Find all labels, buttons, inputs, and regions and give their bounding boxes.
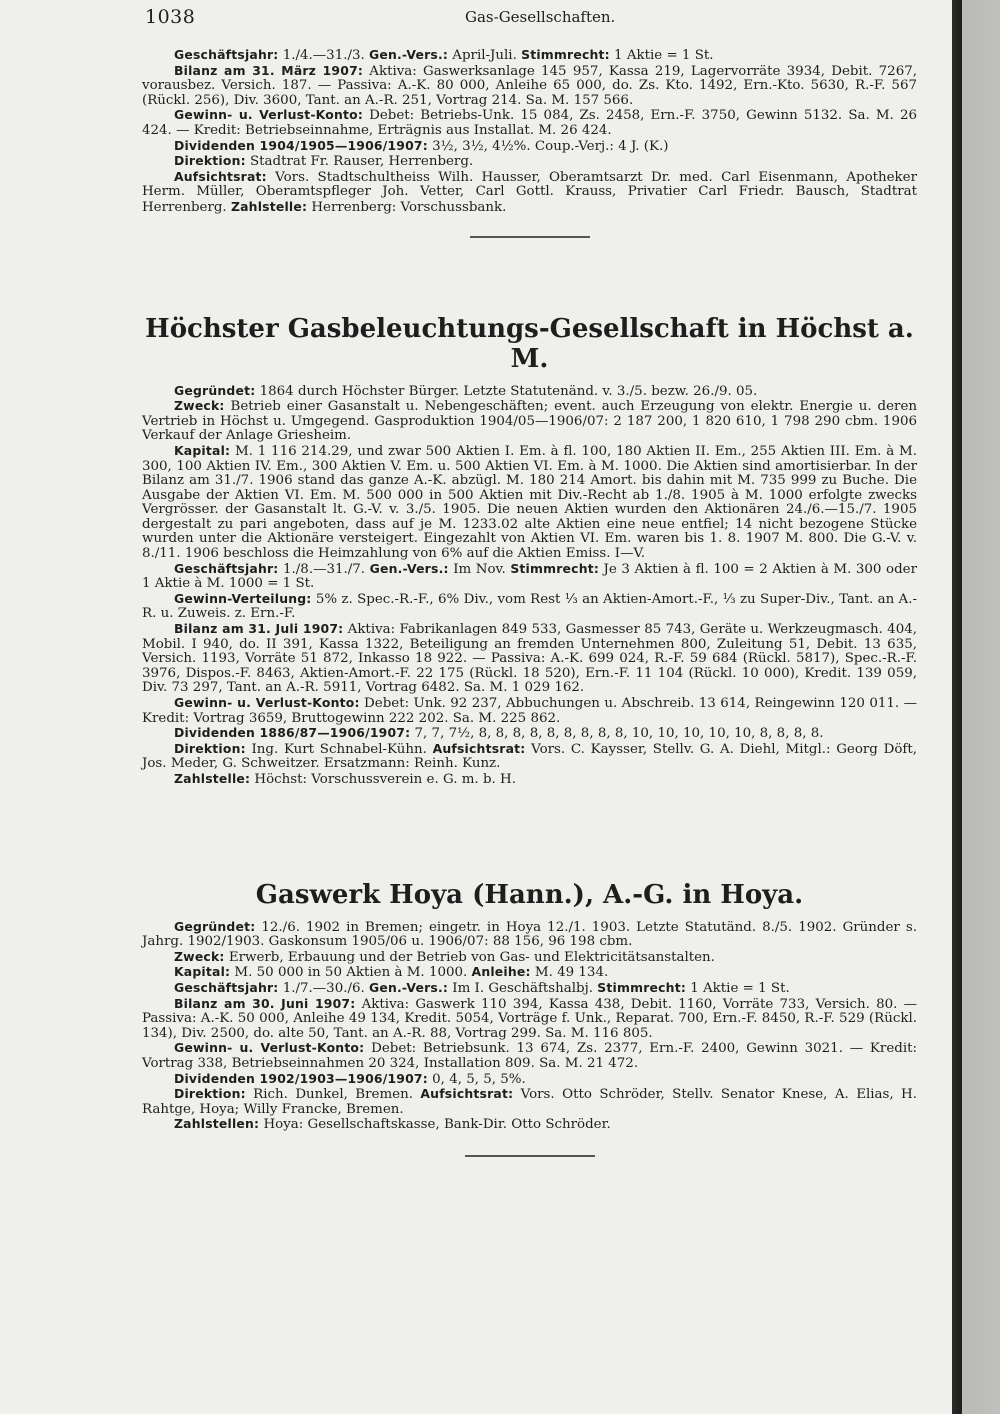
field-label: Dividenden 1886/87—1906/1907:: [174, 725, 411, 741]
field-text: 0, 4, 5, 5, 5%.: [427, 1071, 526, 1087]
field-label: Direktion:: [174, 1086, 246, 1102]
field-text: 1./7.—30./6.: [278, 980, 370, 996]
field-text: Im Nov.: [448, 561, 511, 577]
entry-paragraph: [142, 139, 917, 155]
field-text: 1./4.—31./3.: [278, 48, 370, 63]
entry-paragraph: [142, 108, 917, 138]
field-text: Aktiva: Gaswerk 110 394, Kassa 438, Debit. 1160, Vorräte 733, Versich. 80. — Passiva: A.-K. 50 000, Anleihe 49 134, Kredit. 5054, Vorträge f. Unk., Reparat. 700, Ern.-F. 8450, R.-F. 529 (Rückl. 134), Div. 2500, do. alte 50, Tant. an A.-R. 88, Vortrag 299. Sa. M. 116 805.: [142, 996, 917, 1041]
field-label: Dividenden 1902/1903—1906/1907:: [174, 1070, 428, 1086]
running-title: Gas-Gesellschaften.: [465, 8, 616, 26]
field-text: Betrieb einer Gasanstalt u. Nebengeschäften; event. auch Erzeugung von elektr. Energie u. deren Vertrieb in Höchst u. Umgegend. Gasproduktion 1904/05—1906/07: 2 187 200, 1 820 610, 1 798 290 cbm. 1906 Verkauf der Anlage Griesheim.: [142, 399, 917, 444]
field-text: Hoya: Gesellschaftskasse, Bank-Dir. Otto Schröder.: [259, 1117, 611, 1133]
entry-paragraph: [142, 444, 917, 562]
field-label: Aufsichtsrat:: [420, 1086, 514, 1102]
entry-herrenberg: [142, 48, 917, 216]
field-text: Höchst: Vorschussverein e. G. m. b. H.: [250, 771, 516, 787]
field-label: Zahlstelle:: [174, 770, 251, 786]
entry-paragraph: [142, 48, 917, 64]
field-text: Je 3 Aktien à fl. 100 = 2 Aktien à M. 300 oder 1 Aktie à M. 1000 = 1 St.: [142, 561, 917, 592]
field-text: M. 50 000 in 50 Aktien à M. 1000.: [230, 965, 472, 981]
field-text: April-Juli.: [448, 48, 522, 63]
entry-paragraph: [142, 592, 917, 622]
field-label: Gegründet:: [174, 918, 256, 934]
field-label: Kapital:: [174, 964, 231, 980]
entry-paragraph: [142, 64, 917, 109]
entry-paragraph: [142, 622, 917, 696]
entry-paragraph: [142, 997, 917, 1042]
field-text: 3½, 3½, 4½%. Coup.-Verj.: 4 J. (K.): [427, 138, 669, 154]
entry-paragraph: [142, 696, 917, 726]
field-text: 7, 7, 7½, 8, 8, 8, 8, 8, 8, 8, 8, 8, 10, 10, 10, 10, 10, 8, 8, 8, 8.: [410, 726, 824, 742]
entry-paragraph: [142, 950, 917, 966]
field-text: Debet: Unk. 92 237, Abbuchungen u. Abschreib. 13 614, Reingewinn 120 011. — Kredit: Vortrag 3659, Bruttogewinn 222 202. Sa. M. 225 862.: [142, 696, 917, 726]
company-title: Höchster Gasbeleuchtungs-Gesellschaft in Höchst a. M.: [145, 313, 914, 374]
field-text: Aktiva: Gaswerksanlage 145 957, Kassa 219, Lagervorräte 3934, Debit. 7267, vorausbez. Versich. 187. — Passiva: A.-K. 80 000, Anleihe 65 000, do. Zs. Kto. 1492, Ern.-Kto. 5630, R.-F. 567 (Rückl. 256), Div. 3600, Tant. an A.-R. 251, Vortrag 214. Sa. M. 157 566.: [142, 63, 917, 108]
field-label: Aufsichtsrat:: [432, 740, 526, 756]
field-text: Stadtrat Fr. Rauser, Herrenberg.: [245, 154, 474, 170]
field-text: Debet: Betriebsunk. 13 674, Zs. 2377, Ern.-F. 2400, Gewinn 3021. — Kredit: Vortrag 338, Betriebseinnahmen 20 324, Installation 809. Sa. M. 21 472.: [142, 1041, 917, 1071]
field-label: Geschäftsjahr:: [174, 47, 279, 62]
field-label: Dividenden 1904/1905—1906/1907:: [174, 137, 428, 153]
entry-paragraph: [142, 384, 917, 400]
field-text: Im I. Geschäftshalbj.: [448, 980, 598, 996]
field-text: 1 Aktie = 1 St.: [609, 48, 714, 63]
entry-hoechst: [142, 314, 917, 788]
field-label: Geschäftsjahr:: [174, 979, 279, 995]
field-label: Gen.-Vers.:: [369, 47, 449, 62]
entry-paragraph: [142, 154, 917, 170]
field-text: 1864 durch Höchster Bürger. Letzte Statutenänd. v. 3./5. bezw. 26./9. 05.: [255, 383, 758, 399]
next-page-edge: [962, 0, 1000, 1414]
field-text: Debet: Betriebs-Unk. 15 084, Zs. 2458, Ern.-F. 3750, Gewinn 5132. Sa. M. 26 424. — Kredit: Betriebseinnahme, Erträgnis aus Installat. M. 26 424.: [142, 108, 917, 138]
entry-paragraph: [142, 1117, 917, 1133]
field-text: Vors. Otto Schröder, Stellv. Senator Knese, A. Elias, H. Rahtge, Hoya; Willy Francke, Bremen.: [142, 1087, 917, 1117]
entry-paragraph: [142, 170, 917, 216]
field-label: Stimmrecht:: [521, 47, 610, 62]
field-text: Rich. Dunkel, Bremen.: [245, 1087, 421, 1103]
field-label: Stimmrecht:: [510, 560, 599, 576]
field-label: Zweck:: [174, 398, 225, 414]
field-text: M. 49 134.: [530, 965, 609, 981]
entry-paragraph: [142, 772, 917, 788]
field-label: Geschäftsjahr:: [174, 560, 279, 576]
field-text: 5% z. Spec.-R.-F., 6% Div., vom Rest ⅓ an Aktien-Amort.-F., ⅓ zu Super-Div., Tant. an A.-R. u. Zuweis. z. Ern.-F.: [142, 591, 917, 622]
field-text: Erwerb, Erbauung und der Betrieb von Gas- und Elektricitätsanstalten.: [224, 949, 715, 965]
page-header: [145, 6, 912, 30]
field-text: Vors. C. Kaysser, Stellv. G. A. Diehl, Mitgl.: Georg Döft, Jos. Meder, G. Schweitzer. Ersatzmann: Reinh. Kunz.: [142, 741, 917, 772]
entry-paragraph: [142, 742, 917, 772]
page-body: [142, 48, 917, 1157]
field-label: Zahlstelle:: [230, 198, 308, 214]
entry-hoya: [142, 880, 917, 1133]
field-label: Bilanz am 31. Juli 1907:: [174, 621, 344, 637]
field-label: Gewinn- u. Verlust-Konto:: [174, 107, 363, 123]
field-label: Bilanz am 30. Juni 1907:: [174, 995, 356, 1011]
field-label: Gen.-Vers.:: [369, 979, 449, 995]
section-divider: [470, 236, 590, 238]
entry-paragraph: [142, 981, 917, 997]
page-number: 1038: [145, 6, 196, 28]
entry-paragraph: [142, 1041, 917, 1071]
field-text: M. 1 116 214.29, und zwar 500 Aktien I. Em. à fl. 100, 180 Aktien II. Em., 255 Aktien III. Em. à M. 300, 100 Aktien IV. Em., 300 Aktien V. Em. u. 500 Aktien VI. Em. à M. 1000. Die Aktien sind amortisierbar. In der Bilanz am 31./7. 1906 stand das ganze A.-K. abzügl. M. 180 214 Amort. bis dahin mit M. 735 999 zu Buche. Die Ausgabe der Aktien VI. Em. M. 500 000 in 500 Aktien mit Div.-Recht ab 1./8. 1905 à M. 1000 erfolgte zwecks Vergrösser. der Gasanstalt lt. G.-V. v. 3./5. 1905. Die neuen Aktien wurden den Aktionären 24./6.—15./7. 1905 dergestalt zu pari angeboten, dass auf je M. 1233.02 alte Aktien eine neue entfiel; 14 nicht bezogene Stücke wurden unter die Aktionäre versteigert. Eingezahlt von Aktien VI. Em. waren bis 1. 8. 1907 M. 800. Die G.-V. v. 8./11. 1906 beschloss die Heimzahlung von 6% auf die Aktien Emiss. I—V.: [142, 443, 917, 562]
field-label: Zweck:: [174, 948, 225, 964]
entry-paragraph: [142, 1072, 917, 1088]
entry-paragraph: [142, 965, 917, 981]
entry-paragraph: [142, 399, 917, 444]
field-label: Gen.-Vers.:: [369, 560, 449, 576]
field-label: Gegründet:: [174, 382, 256, 398]
company-title: Gaswerk Hoya (Hann.), A.-G. in Hoya.: [255, 879, 804, 910]
field-label: Direktion:: [174, 740, 246, 756]
field-text: Vors. Stadtschultheiss Wilh. Hausser, Oberamtsarzt Dr. med. Carl Eisenmann, Apotheker Herm. Müller, Oberamtspfleger Joh. Vetter, Carl Gottl. Krauss, Privatier Carl Friedr. Bausch, Stadtrat Herrenberg.: [142, 169, 917, 215]
entry-paragraph: [142, 562, 917, 592]
section-divider: [465, 1155, 595, 1157]
field-label: Zahlstellen:: [174, 1116, 260, 1132]
field-label: Bilanz am 31. März 1907:: [174, 62, 364, 78]
field-label: Kapital:: [174, 442, 231, 458]
entry-paragraph: [142, 920, 917, 950]
field-label: Anleihe:: [471, 964, 531, 980]
field-label: Gewinn-Verteilung:: [174, 590, 312, 606]
field-text: 12./6. 1902 in Bremen; eingetr. in Hoya 12./1. 1903. Letzte Statutänd. 8./5. 1902. Gründer s. Jahrg. 1902/1903. Gaskonsum 1905/06 u. 1906/07: 88 156, 96 198 cbm.: [142, 919, 917, 950]
field-text: Aktiva: Fabrikanlagen 849 533, Gasmesser 85 743, Geräte u. Werkzeugmasch. 404, Mobil. I 940, do. II 391, Kassa 1322, Beteiligung an fremden Unternehmen 800, Zuleitung 51, Debit. 13 635, Versich. 1193, Vorräte 51 872, Inkasso 18 922. — Passiva: A.-K. 699 024, R.-F. 59 684 (Rückl. 5817), Spec.-R.-F. 3976, Dispos.-F. 8463, Aktien-Amort.-F. 22 175 (Rückl. 18 520), Ern.-F. 11 104 (Rückl. 10 000), Kredit. 139 059, Div. 73 297, Tant. an A.-R. 5911, Vortrag 6482. Sa. M. 1 029 162.: [142, 622, 917, 696]
field-label: Gewinn- u. Verlust-Konto:: [174, 695, 360, 710]
field-label: Stimmrecht:: [597, 979, 686, 995]
field-text: Herrenberg: Vorschussbank.: [307, 199, 507, 215]
field-text: 1 Aktie = 1 St.: [685, 980, 790, 996]
entry-paragraph: [142, 726, 917, 742]
field-label: Direktion:: [174, 153, 246, 169]
entry-paragraph: [142, 1087, 917, 1117]
field-label: Aufsichtsrat:: [174, 168, 267, 184]
field-text: 1./8.—31./7.: [278, 561, 370, 577]
field-label: Gewinn- u. Verlust-Konto:: [174, 1040, 365, 1056]
field-text: Ing. Kurt Schnabel-Kühn.: [245, 741, 433, 757]
